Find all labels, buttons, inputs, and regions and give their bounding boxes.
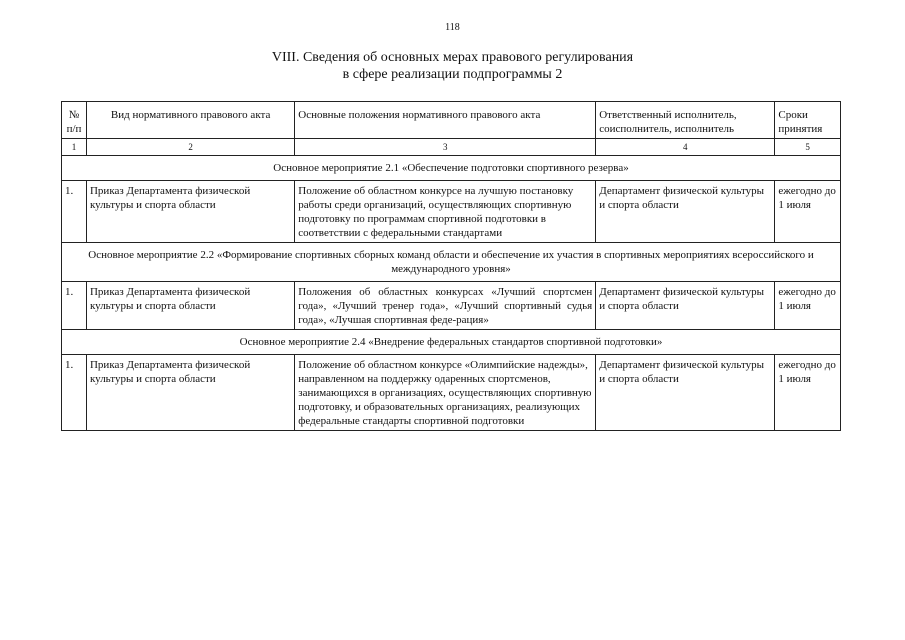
column-index: 3 (295, 139, 596, 156)
row-act-type: Приказ Департамента физической культуры и спорта области (86, 355, 294, 431)
table-row (62, 282, 841, 330)
header-num: № п/п (62, 102, 87, 139)
column-index: 5 (775, 139, 841, 156)
row-num: 1. (62, 181, 87, 243)
row-act-type: Приказ Департамента физической культуры и спорта области (86, 282, 294, 330)
section-title (0, 49, 905, 83)
row-provisions: Положение об областном конкурсе «Олимпийские надежды», направленном на поддержку одаренных спортсменов, занимающихся в организациях, осуществляющих спортивную подготовку, и образовательных организациях, реализующих федеральные стандарты спортивной подготовки (295, 355, 596, 431)
header-act-type: Вид нормативного правового акта (86, 102, 294, 139)
row-executor: Департамент физической культуры и спорта области (596, 181, 775, 243)
section-heading-row (62, 156, 841, 181)
row-num: 1. (62, 282, 87, 330)
row-terms: ежегодно до 1 июля (775, 355, 841, 431)
header-executor: Ответственный исполнитель, соисполнитель, исполнитель (596, 102, 775, 139)
row-executor: Департамент физической культуры и спорта области (596, 355, 775, 431)
column-index: 2 (86, 139, 294, 156)
column-index: 4 (596, 139, 775, 156)
row-terms: ежегодно до 1 июля (775, 181, 841, 243)
row-executor: Департамент физической культуры и спорта области (596, 282, 775, 330)
row-act-type: Приказ Департамента физической культуры и спорта области (86, 181, 294, 243)
header-provisions: Основные положения нормативного правового акта (295, 102, 596, 139)
section-title-line-1: VIII. Сведения об основных мерах правового регулирования (271, 50, 634, 65)
page-number: 118 (445, 22, 460, 33)
row-terms: ежегодно до 1 июля (775, 282, 841, 330)
section-title-line-2: в сфере реализации подпрограммы 2 (342, 67, 563, 82)
section-heading-row (62, 243, 841, 282)
section-heading: Основное мероприятие 2.4 «Внедрение федеральных стандартов спортивной подготовки» (62, 330, 841, 355)
table-header-row (62, 102, 841, 139)
header-terms: Сроки принятия (775, 102, 841, 139)
table-row (62, 181, 841, 243)
row-provisions: Положения об областных конкурсах «Лучший спортсмен года», «Лучший тренер года», «Лучший спортивный судья года», «Лучшая спортивная феде-рация» (295, 282, 596, 330)
row-num: 1. (62, 355, 87, 431)
section-heading: Основное мероприятие 2.2 «Формирование спортивных сборных команд области и обеспечение их участия в спортивных мероприятиях всероссийского и международного уровня» (62, 243, 841, 282)
section-heading: Основное мероприятие 2.1 «Обеспечение подготовки спортивного резерва» (62, 156, 841, 181)
table-row (62, 355, 841, 431)
legal-measures-table (61, 101, 841, 431)
column-index-row (62, 139, 841, 156)
section-heading-row (62, 330, 841, 355)
row-provisions: Положение об областном конкурсе на лучшую постановку работы среди организаций, осуществляющих спортивную подготовку по программам спортивной подготовки в соответствии с федеральными стандартами (295, 181, 596, 243)
column-index: 1 (62, 139, 87, 156)
